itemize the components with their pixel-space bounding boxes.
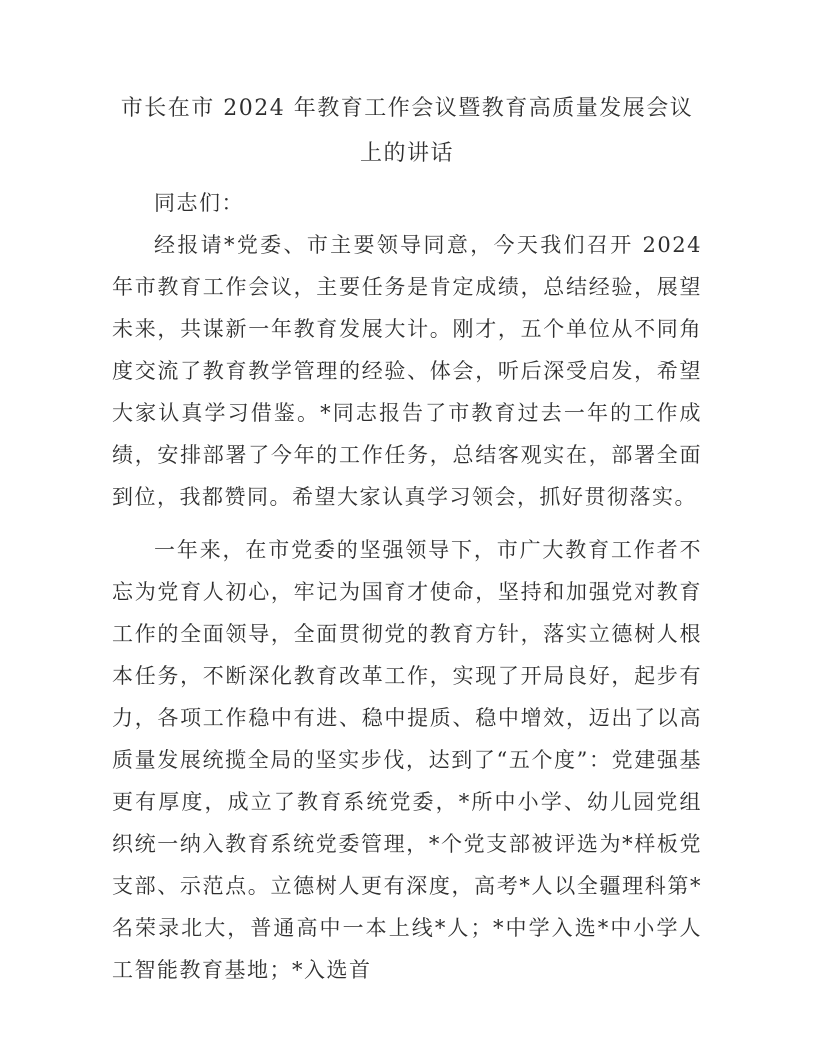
opening-paragraph: 经报请*党委、市主要领导同意，今天我们召开 2024 年市教育工作会议，主要任务是肯定成绩，总结经验，展望未来，共谋新一年教育发展大计。刚才，五个单位从不同角度交流了教育教学管理的经验、体会，听后深受启发，希望大家认真学习借鉴。*同志报告了市教育过去一年的工作成绩，安排部署了今年的工作任务，总结客观实在，部署全面到位，我都赞同。希望大家认真学习领会，抓好贯彻落实。	[112, 233, 702, 509]
document-title: 市长在市 2024 年教育工作会议暨教育高质量发展会议上的讲话	[120, 96, 694, 166]
achievements-paragraph: 一年来，在市党委的坚强领导下，市广大教育工作者不忘为党育人初心，牢记为国育才使命，坚持和加强党对教育工作的全面领导，全面贯彻党的教育方针，落实立德树人根本任务，不断深化教育改革工作，实现了开局良好，起步有力，各项工作稳中有进、稳中提质、稳中增效，迈出了以高质量发展统揽全局的坚实步伐，达到了“五个度”：党建强基更有厚度，成立了教育系统党委，*所中小学、幼儿园党组织统一纳入教育系统党委管理，*个党支部被评选为*样板党支部、示范点。立德树人更有深度，高考*人以全疆理科第*名荣录北大，普通高中一本上线*人；*中学入选*中小学人工智能教育基地；*入选首	[112, 538, 702, 982]
salutation-paragraph: 同志们：	[154, 191, 244, 215]
